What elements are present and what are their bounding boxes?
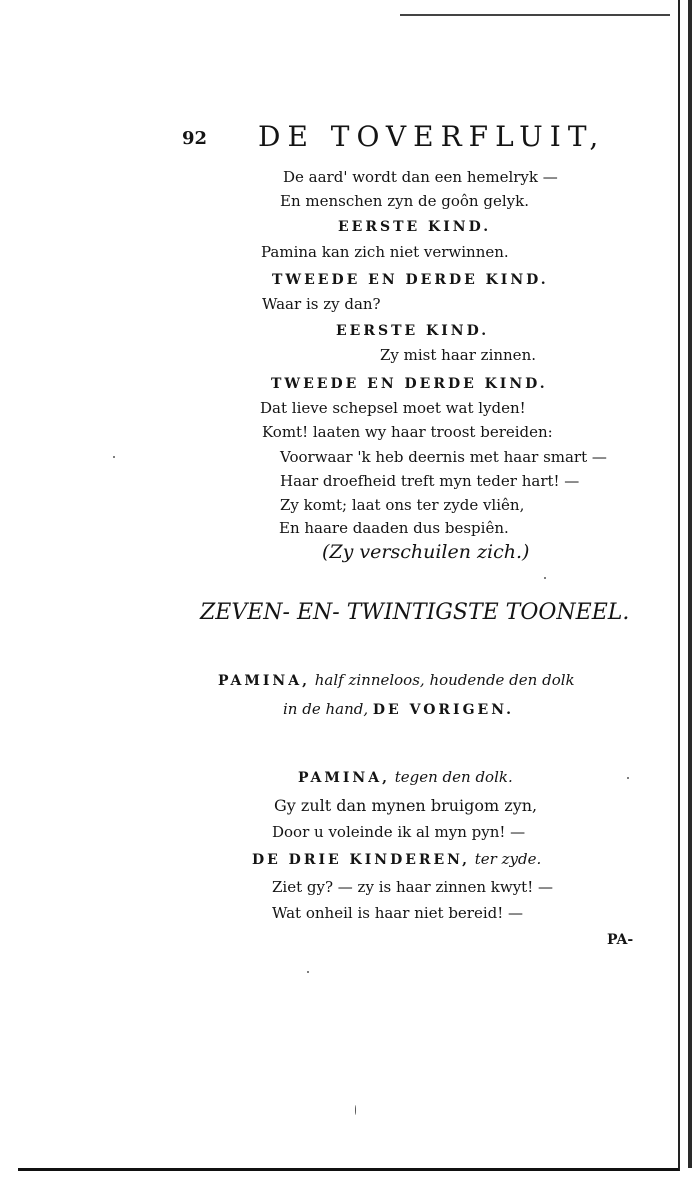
- verse-line: Wat onheil is haar niet bereid! —: [272, 904, 524, 922]
- verse-line: Waar is zy dan?: [262, 295, 381, 313]
- running-title: DE TOVERFLUIT,: [258, 120, 606, 153]
- paper-speck: [355, 1105, 356, 1115]
- verse-line: De aard' wordt dan een hemelryk —: [283, 168, 558, 186]
- verse-line: En haare daaden dus bespiên.: [279, 519, 509, 537]
- paper-speck: [544, 577, 546, 579]
- verse-line: Zy komt; laat ons ter zyde vliên,: [280, 496, 525, 514]
- character-name: DE VORIGEN.: [372, 702, 514, 718]
- paper-speck: [113, 456, 115, 458]
- scene-title: ZEVEN- EN- TWINTIGSTE TOONEEL.: [200, 600, 630, 625]
- speaker-direction: ter zyde.: [474, 850, 542, 868]
- speaker-heading: [252, 850, 541, 869]
- paper-speck: [627, 777, 629, 779]
- speaker-heading: EERSTE KIND.: [338, 219, 492, 235]
- speaker-direction: tegen den dolk.: [394, 768, 513, 786]
- verse-line: Gy zult dan mynen bruigom zyn,: [274, 796, 538, 815]
- verse-line: Zy mist haar zinnen.: [380, 346, 536, 364]
- page-edge-shadow: [688, 0, 692, 1168]
- cast-line: [283, 700, 514, 719]
- cast-line: [218, 671, 575, 690]
- verse-line: En menschen zyn de goôn gelyk.: [280, 192, 529, 210]
- verse-line: Dat lieve schepsel moet wat lyden!: [260, 399, 526, 417]
- verse-line: Ziet gy? — zy is haar zinnen kwyt! —: [272, 878, 553, 896]
- cast-description: in de hand,: [283, 700, 369, 718]
- verse-line: Voorwaar 'k heb deernis met haar smart —: [280, 448, 607, 466]
- character-name: PAMINA,: [218, 673, 310, 689]
- speaker-name: PAMINA,: [298, 770, 390, 786]
- cast-description: half zinneloos, houdende den dolk: [314, 671, 575, 689]
- top-edge-rule: [400, 14, 670, 16]
- verse-line: Komt! laaten wy haar troost bereiden:: [262, 423, 553, 441]
- speaker-name: DE DRIE KINDEREN,: [252, 852, 470, 868]
- speaker-heading: TWEEDE EN DERDE KIND.: [272, 272, 549, 288]
- speaker-heading: [298, 768, 513, 787]
- page-number: 92: [182, 128, 208, 149]
- catchword: PA-: [607, 932, 634, 948]
- speaker-heading: EERSTE KIND.: [336, 323, 490, 339]
- verse-line: Pamina kan zich niet verwinnen.: [261, 243, 509, 261]
- verse-line: Door u voleinde ik al myn pyn! —: [272, 823, 526, 841]
- verse-line: Haar droefheid treft myn teder hart! —: [280, 472, 580, 490]
- paper-speck: [307, 971, 309, 973]
- speaker-heading: TWEEDE EN DERDE KIND.: [271, 376, 548, 392]
- stage-direction: (Zy verschuilen zich.): [322, 541, 530, 563]
